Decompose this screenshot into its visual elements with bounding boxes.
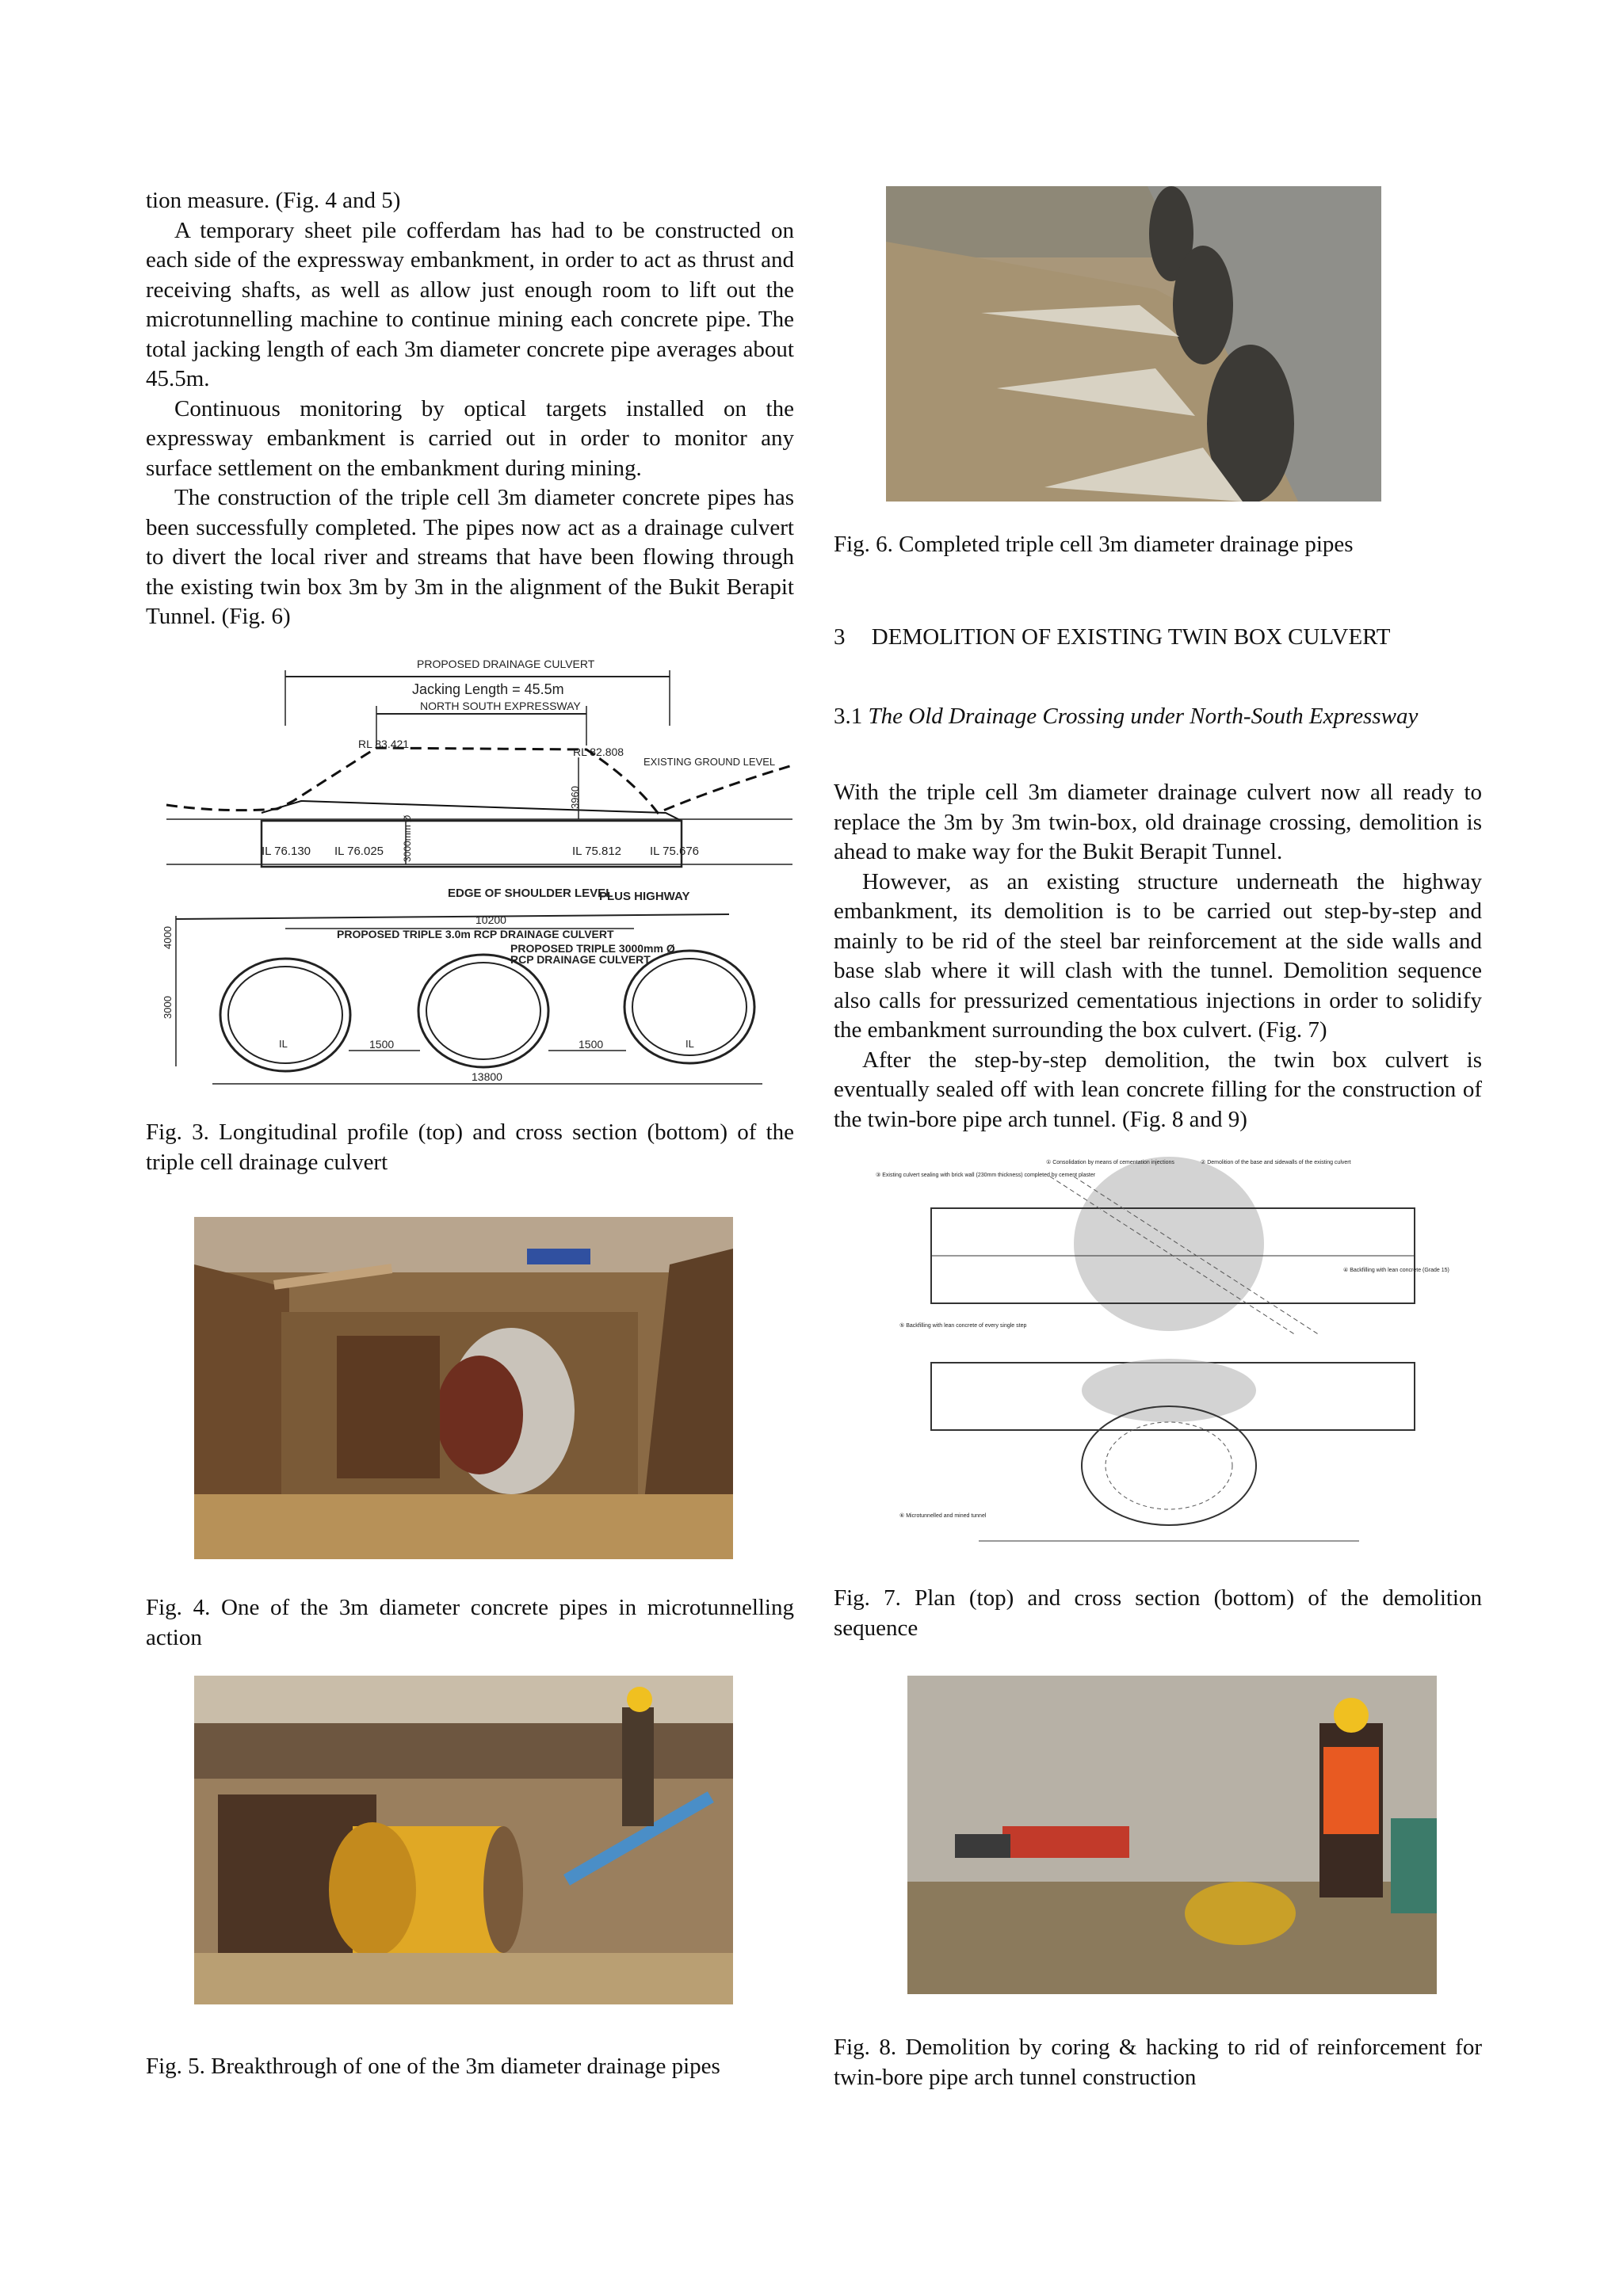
dia-label: 3000 [162, 996, 174, 1019]
paragraph: tion measure. (Fig. 4 and 5) [146, 188, 401, 213]
width-10200-label: 10200 [475, 913, 506, 926]
section-title: DEMOLITION OF EXISTING TWIN BOX CULVERT [871, 624, 1391, 650]
existing-ground-label: EXISTING GROUND LEVEL [643, 756, 776, 768]
il4-label: IL 75.676 [650, 845, 699, 858]
fig6-photo [886, 186, 1381, 502]
plus-highway-label: PLUS HIGHWAY [599, 890, 690, 903]
paragraph: With the triple cell 3m diameter drainage culvert now all ready to replace the 3m by 3m twin-box, old drainage crossing, demolition is ahead to make way for the Bukit Berapit Tunnel. [834, 780, 1482, 864]
paragraph: After the step-by-step demolition, the twin box culvert is eventually sealed off with lean concrete filling for the construction of the twin-bore pipe arch tunnel. (Fig. 8 and 9) [834, 1047, 1482, 1132]
il-b-label: IL [685, 1038, 694, 1050]
fig7-note-1: ① Consolidation by means of cementation injections [1046, 1160, 1174, 1165]
cover-label: 4000 [162, 926, 174, 949]
section-number: 3 [834, 624, 846, 650]
fig7-diagram [868, 1153, 1486, 1550]
proposed-triple-label: PROPOSED TRIPLE 3.0m RCP DRAINAGE CULVERT [337, 928, 614, 940]
fig7-caption: Fig. 7. Plan (top) and cross section (bottom) of the demolition sequence [834, 1585, 1482, 1641]
subsection-title: The Old Drainage Crossing under North-South Expressway [868, 704, 1419, 729]
left-column-text [146, 186, 794, 632]
total-label: 13800 [472, 1070, 502, 1083]
fig5-caption: Fig. 5. Breakthrough of one of the 3m diameter drainage pipes [146, 2054, 720, 2079]
il2-label: IL 76.025 [334, 845, 384, 858]
subsection-number: 3.1 [834, 704, 863, 729]
fig5-photo [194, 1676, 733, 2004]
paragraph: Continuous monitoring by optical targets installed on the expressway embankment is carried out in order to monitor any surface settlement on the embankment during mining. [146, 395, 794, 481]
fig3-diagram [158, 654, 800, 1098]
proposed-culvert-label: PROPOSED DRAINAGE CULVERT [417, 658, 595, 670]
paragraph: The construction of the triple cell 3m diameter concrete pipes has been successfully completed. The pipes now act as a drainage culvert to divert the local river and streams that have been flowing through the existing twin box 3m by 3m in the alignment of the Bukit Berapit Tunnel. (Fig. 6) [146, 485, 794, 629]
fig7-note-2: ② Demolition of the base and sidewalls of the existing culvert [1201, 1160, 1351, 1165]
fig4-photo [194, 1217, 733, 1559]
fig3-caption: Fig. 3. Longitudinal profile (top) and cross section (bottom) of the triple cell drainage culvert [146, 1119, 794, 1175]
expressway-label: NORTH SOUTH EXPRESSWAY [420, 700, 581, 712]
il3-label: IL 75.812 [572, 845, 621, 858]
proposed-rcp-2-label: RCP DRAINAGE CULVERT [510, 953, 651, 966]
fig7-note-6: ⑥ Microtunnelled and mined tunnel [899, 1513, 987, 1519]
fig7-note-5: ⑤ Backfilling with lean concrete of every single step [899, 1323, 1027, 1329]
subsection-heading [834, 702, 1418, 731]
rl-left-label: RL 83.421 [358, 738, 410, 750]
jacking-length-label: Jacking Length = 45.5m [412, 681, 564, 697]
il1-label: IL 76.130 [262, 845, 311, 858]
fig8-photo [907, 1676, 1437, 1994]
section-heading [834, 623, 1391, 652]
right-column-text [834, 778, 1482, 1135]
edge-shoulder-label: EDGE OF SHOULDER LEVEL [448, 887, 613, 900]
proposed-rcp-1-label: PROPOSED TRIPLE 3000mm Ø [510, 942, 675, 955]
fig7-note-3: ③ Existing culvert sealing with brick wall (230mm thickness) completed by cement plaster [876, 1173, 1096, 1178]
fig7-note-4: ④ Backfilling with lean concrete (Grade 15) [1343, 1268, 1449, 1273]
fig8-caption: Fig. 8. Demolition by coring & hacking to rid of reinforcement for twin-bore pipe arch tunnel construction [834, 2035, 1482, 2090]
rl-right-label: RL 82.808 [573, 746, 624, 758]
pipe-dim-label: 3000mm Ø [402, 814, 413, 862]
gap2-label: 1500 [579, 1038, 604, 1051]
gap1-label: 1500 [369, 1038, 395, 1051]
paragraph: However, as an existing structure underneath the highway embankment, its demolition is to be carried out step-by-step and mainly to be rid of the steel bar reinforcement at the side walls and base slab where it will clash with the tunnel. Demolition sequence also calls for pressurized cementatious injections in order to solidify the embankment surrounding the box culvert. (Fig. 7) [834, 868, 1482, 1043]
il-a-label: IL [279, 1038, 288, 1050]
depth-label: 3960 [569, 786, 581, 809]
fig6-caption: Fig. 6. Completed triple cell 3m diameter drainage pipes [834, 532, 1354, 557]
fig4-caption: Fig. 4. One of the 3m diameter concrete pipes in microtunnelling action [146, 1595, 794, 1650]
paragraph: A temporary sheet pile cofferdam has had to be constructed on each side of the expressway embankment, in order to act as thrust and receiving shafts, as well as allow just enough room to lift out the microtunnelling machine to continue mining each concrete pipe. The total jacking length of each 3m diameter concrete pipe averages about 45.5m. [146, 217, 794, 391]
